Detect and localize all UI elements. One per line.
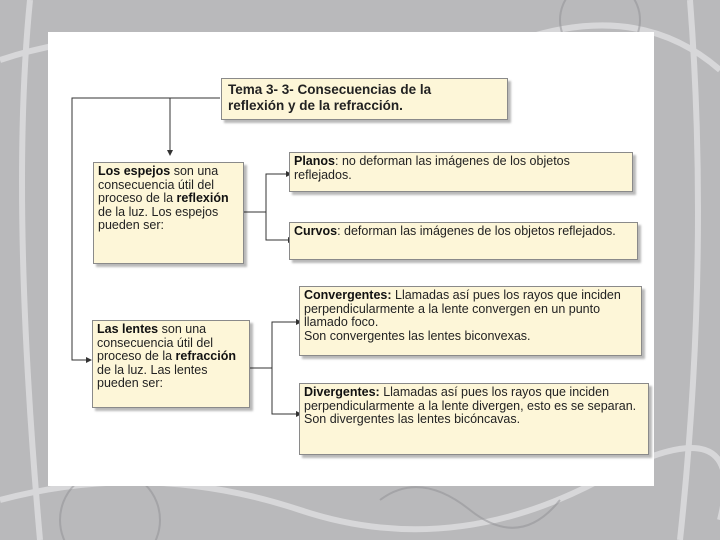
convergentes-line-2: Son convergentes las lentes biconvexas. (304, 328, 531, 343)
divergentes-heading: Divergentes: (304, 385, 380, 399)
espejos-text-1: son una consecuencia útil del proceso de la (98, 164, 219, 205)
lentes-text-2: de la luz. Las lentes pueden ser: (97, 362, 208, 390)
divergentes-line-2: Son divergentes las lentes bicóncavas. (304, 412, 521, 426)
lentes-keyword: refracción (175, 349, 236, 363)
convergentes-box (299, 286, 642, 356)
espejos-box (93, 162, 244, 264)
convergentes-text: Llamadas así pues los rayos que inciden perpendicularmente a la lente convergen en un punto llamado foco. (304, 288, 621, 329)
divergentes-text: Llamadas así pues los rayos que inciden perpendicularmente a la lente divergen, esto es se separan. (304, 385, 637, 413)
title-box (221, 78, 508, 120)
lentes-heading: Las lentes (97, 322, 159, 336)
title-line-2: reflexión y de la refracción. (228, 98, 403, 113)
planos-text: : no deforman las imágenes de los objetos reflejados. (294, 154, 570, 182)
planos-heading: Planos (294, 154, 335, 168)
curvos-heading: Curvos (294, 224, 338, 238)
espejos-heading: Los espejos (98, 164, 171, 178)
curvos-box (289, 222, 638, 260)
espejos-text-2: de la luz. Los espejos pueden ser: (98, 204, 219, 232)
lentes-box (92, 320, 250, 408)
divergentes-box (299, 383, 649, 455)
espejos-keyword: reflexión (176, 191, 229, 205)
planos-box (289, 152, 633, 192)
title-line-1: Tema 3- 3- Consecuencias de la (228, 82, 432, 97)
lentes-text-1: son una consecuencia útil del proceso de la (97, 322, 214, 363)
curvos-text: : deforman las imágenes de los objetos reflejados. (337, 224, 616, 238)
convergentes-heading: Convergentes: (304, 288, 392, 302)
